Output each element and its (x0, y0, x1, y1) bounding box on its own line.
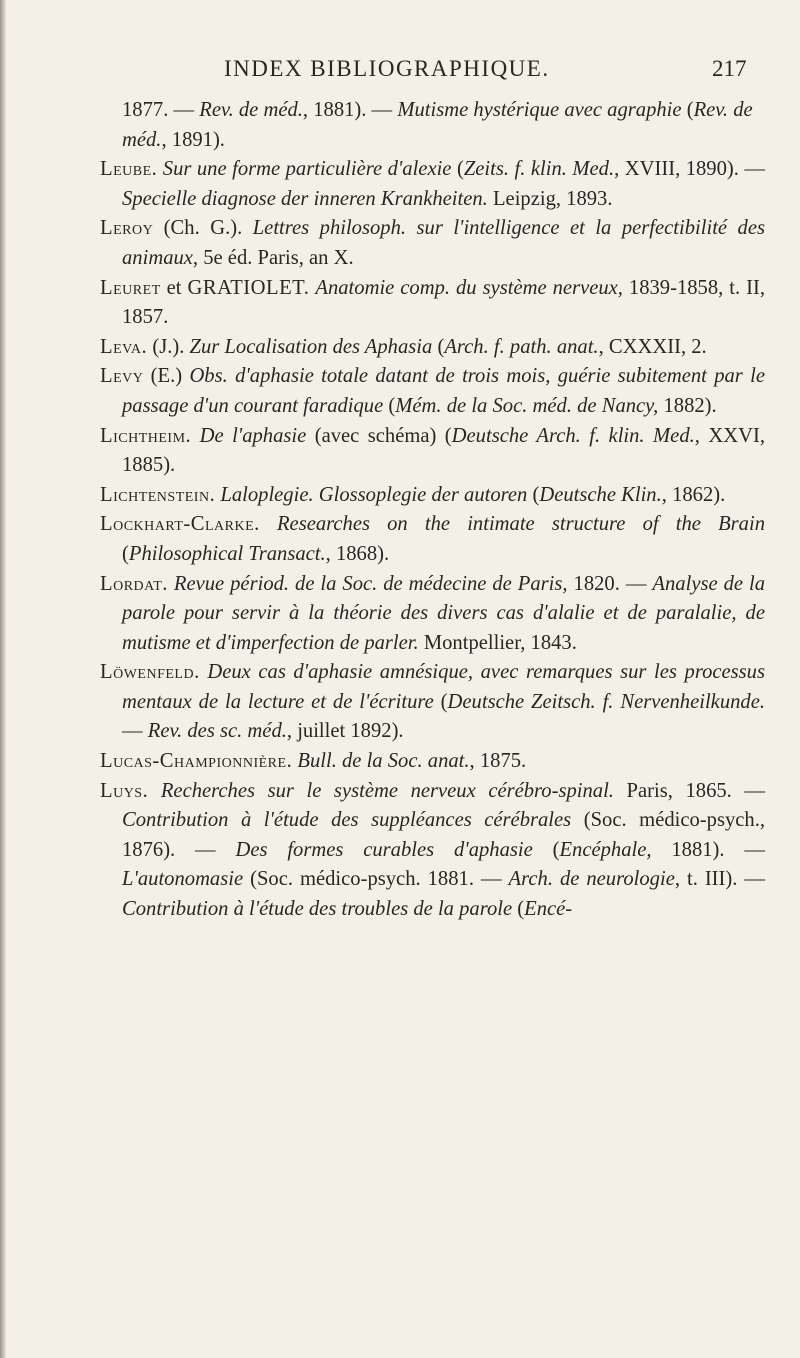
entry-text: ( (451, 158, 464, 181)
entry-text: , 1862). (661, 483, 726, 506)
entry-text: ( (433, 690, 448, 713)
entry-title-text: Obs. d'aphasie totale datant de trois mois, guérie subitement par le passage d'un courant faradique (122, 365, 765, 417)
entry-text: (Soc. médico-psych. 1881. — (243, 868, 509, 891)
entry-text: , juillet 1892). (286, 720, 404, 743)
entry-text: 5e éd. Paris, an X. (198, 246, 354, 269)
entry-text: , XXVI, 1885). (122, 424, 765, 477)
entry-author: Levy (100, 365, 144, 388)
entry-title-text: Contribution à l'étude des troubles de la parole (122, 898, 513, 921)
bibliography-entry (100, 274, 765, 333)
entry-text: 1877. — (122, 99, 200, 121)
entry-title-text: Mutisme hystérique avec agraphie (397, 99, 682, 121)
entry-title-text: Recherches sur le système nerveux cérébro-spinal. (160, 779, 614, 802)
entry-author: Leva. (100, 335, 148, 358)
bibliography-entry (100, 658, 765, 747)
page-number: 217 (712, 56, 747, 81)
entry-text (191, 425, 199, 447)
entry-text: GRATIOLET. (187, 276, 310, 299)
bibliography-entry (100, 155, 765, 214)
entry-text: Paris, 1865. — (613, 779, 765, 802)
entry-text: 1839-1858, t. II, 1857. (122, 276, 765, 329)
entry-title-text: Deutsche Zeitsch. f. Nervenheilkunde. (447, 690, 765, 713)
entry-author: Leroy (100, 217, 154, 240)
entry-title-text: Rev. de méd. (122, 99, 753, 151)
bibliography-entry (100, 777, 765, 925)
entry-text: 1881). — (651, 838, 765, 861)
entry-text: ( (383, 394, 396, 417)
entry-title-text: Rev. des sc. méd. (147, 720, 287, 743)
entry-title-text: Analyse de la parole pour servir à la théorie des divers cas d'alalie et de paralalie, de mutisme et d'imperfection de parler. (122, 572, 766, 654)
entry-text: , XVIII, 1890). — (614, 158, 765, 181)
entry-text: t. III). — (679, 868, 765, 891)
entry-title-text: Philosophical Transact. (128, 542, 326, 565)
bibliography-entry (100, 362, 765, 421)
entry-title-text: Rev. de méd. (199, 99, 303, 121)
entry-title-text: Lettres philosoph. sur l'intelligence et la perfectibilité des animaux, (122, 217, 765, 269)
entry-author: Löwenfeld. (100, 661, 200, 684)
entry-title-text: De l'aphasie (199, 424, 307, 447)
entry-text (260, 513, 277, 535)
running-title: INDEX BIBLIOGRAPHIQUE. (224, 56, 550, 81)
page-header (0, 56, 800, 88)
entry-title-text: Specielle diagnose der inneren Krankheiten. (122, 187, 488, 210)
entry-text: Montpellier, 1843. (418, 631, 577, 654)
bibliography-entry (100, 96, 765, 155)
entry-text: (J.). (147, 335, 190, 358)
entry-title-text: Encé- (524, 898, 573, 921)
bibliography-entry (100, 422, 765, 481)
entry-author: Lordat. (100, 572, 168, 595)
entry-text: et (160, 276, 188, 299)
entry-text: (Soc. médico-psych., 1876). — (122, 809, 765, 861)
page-edge (0, 0, 6, 1358)
entry-title-text: Bull. de la Soc. anat. (297, 750, 470, 773)
entry-text: ( (527, 483, 540, 506)
entry-title-text: Encéphale, (559, 838, 652, 861)
entry-text: , 1875. (469, 750, 527, 773)
entry-text: , 1881). — (302, 99, 398, 121)
entry-title-text: Laloplegie. Glossoplegie der autoren (220, 483, 528, 506)
entry-title-text: Contribution à l'étude des suppléances cérébrales (122, 809, 572, 832)
bibliography-entry (100, 481, 765, 511)
entry-title-text: Revue périod. de la Soc. de médecine de Paris, (173, 572, 568, 595)
entry-title-text: Researches on the intimate structure of the Brain (276, 513, 765, 536)
entry-title-text: Zeits. f. klin. Med. (463, 158, 615, 181)
entry-text: — (122, 720, 148, 743)
entry-text: Leipzig, 1893. (487, 187, 613, 210)
entry-title-text: Mém. de la Soc. méd. de Nancy, (395, 394, 659, 417)
entry-text: 1820. — (567, 572, 653, 595)
entry-text: ( (512, 898, 525, 921)
entry-title-text: Sur une forme particulière d'alexie (162, 158, 452, 181)
entry-text: ( (122, 542, 129, 565)
entry-text: (Ch. G.). (153, 217, 253, 240)
entry-title-text: Des formes curables d'aphasie (235, 838, 533, 861)
entry-title-text: L'autonomasie (122, 868, 244, 891)
entry-text (148, 780, 161, 802)
entry-text: (avec schéma) ( (306, 424, 452, 447)
bibliography-entry (100, 570, 765, 659)
entry-author: Lichtenstein. (100, 483, 216, 506)
entry-author: Lichtheim. (100, 424, 192, 447)
entry-text: , CXXXII, 2. (598, 335, 707, 358)
bibliography-entry (100, 747, 765, 777)
bibliography-entry (100, 333, 765, 363)
entry-text: ( (681, 99, 694, 121)
entry-text: , 1868). (325, 542, 390, 565)
bibliography-entry (100, 214, 765, 273)
entry-text: , 1891). (161, 128, 225, 151)
entry-title-text: Arch. f. path. anat. (444, 335, 599, 358)
entry-author: Lockhart-Clarke. (100, 513, 260, 536)
entry-author: Leube. (100, 158, 158, 181)
entry-text: (E.) (143, 365, 190, 388)
entry-title-text: Deux cas d'aphasie amnésique, avec remarques sur les processus mentaux de la lecture et de l'écriture (122, 661, 765, 713)
entry-author: Luys. (100, 779, 149, 802)
entry-title-text: Anatomie comp. du système nerveux, (315, 276, 623, 299)
entry-text: 1882). (658, 394, 717, 417)
entry-title-text: Deutsche Arch. f. klin. Med. (451, 424, 695, 447)
bibliography-entry (100, 510, 765, 569)
entry-text: ( (432, 335, 445, 358)
entry-author: Lucas-Championnière. (100, 750, 293, 773)
bibliography-entries (100, 96, 765, 925)
entry-title-text: Arch. de neurologie, (508, 868, 680, 891)
entry-text: ( (532, 838, 560, 861)
entry-title-text: Zur Localisation des Aphasia (189, 335, 433, 358)
entry-author: Leuret (100, 276, 161, 299)
entry-title-text: Deutsche Klin. (539, 483, 662, 506)
